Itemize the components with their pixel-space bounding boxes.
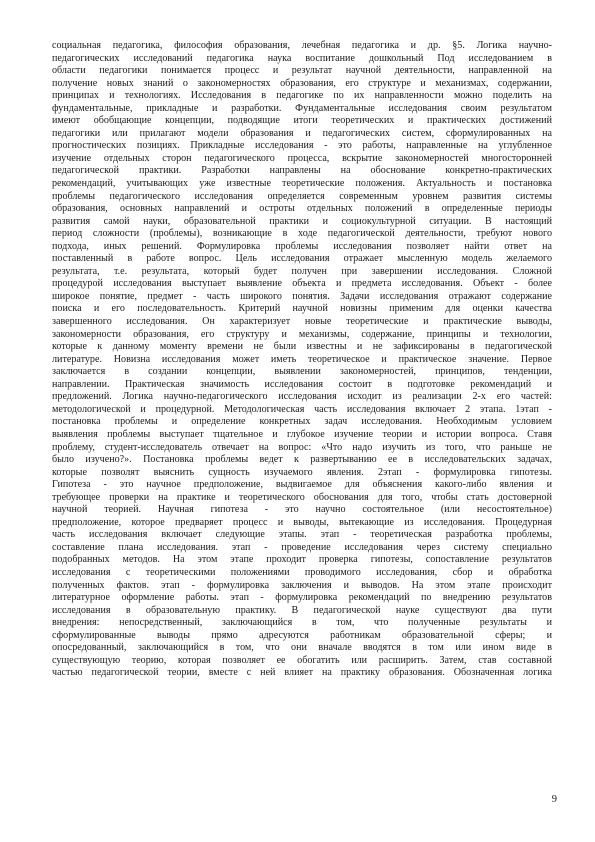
text-line: поставленный в работе вопрос. Цель исследования отражает мысленную модель желаемого bbox=[52, 253, 552, 265]
text-line: было изучено?». Постановка проблемы ведет к развертыванию ее в исследовательских задачах, bbox=[52, 454, 552, 466]
text-line: фундаментальные, прикладные и разработки. Фундаментальные исследования своим результатом bbox=[52, 102, 552, 114]
text-line: поиска и его последовательность. Критерий научной новизны применим для оценки качества bbox=[52, 303, 552, 315]
text-line: развития самой науки, образовательной практики и социокультурной ситуации. В настоящий bbox=[52, 215, 552, 227]
text-line: литературное оформление работы. этап - формулировка рекомендаций по внедрению результатов bbox=[52, 592, 552, 604]
text-line: области педагогики понимается процесс и результат научной деятельности, направленной на bbox=[52, 65, 552, 77]
text-line: образования, основных направлений и остроты отдельных положений в определенные периоды bbox=[52, 203, 552, 215]
text-line: постановка проблемы и определение конкретных задач исследования. Необходимым условием bbox=[52, 416, 552, 428]
text-line: подобранных методов. На этом этапе проходит проверка гипотезы, сопоставление результатов bbox=[52, 554, 552, 566]
text-line: исследования в образовательную практику. В педагогической науке существуют два пути bbox=[52, 604, 552, 616]
text-line: часть исследования включает следующие этапы. этап - теоретическая разработка проблемы, bbox=[52, 529, 552, 541]
text-line: исследования с теоретическими положениями проводимого исследования, сбор и обработка bbox=[52, 566, 552, 578]
text-line: методологической и процедурной. Методологическая часть исследования включает 2 этапа. 1этап - bbox=[52, 403, 552, 415]
text-line: внедрения: непосредственный, заключающийся в том, что полученные результаты и bbox=[52, 617, 552, 629]
text-line: педагогики или прилагают модели образования и педагогических систем, сформулированных на bbox=[52, 127, 552, 139]
text-line: получение новых знаний о закономерностях образования, его структуре и механизмах, содержании, bbox=[52, 77, 552, 89]
text-line: которые позволят выяснить сущность изучаемого явления. 2этап - формулировка гипотезы. bbox=[52, 466, 552, 478]
text-line: широкое понятие, предмет - часть широкого понятия. Задачи исследования отражают содержание bbox=[52, 290, 552, 302]
text-line: Гипотеза - это научное предположение, выдвигаемое для объяснения какого-либо явления и bbox=[52, 479, 552, 491]
text-line: полученных фактов. этап - формулировка заключения и выводов. На этом этапе происходит bbox=[52, 579, 552, 591]
text-line: заключается в создании концепции, выявлении закономерностей, принципов, тенденции, bbox=[52, 366, 552, 378]
text-line: сформулированные выводы прямо адресуются работникам образовательной сферы; и bbox=[52, 629, 552, 641]
text-line: проблемы педагогического исследования определяется современным уровнем развития системы bbox=[52, 190, 552, 202]
text-line: научной теорией. Научная гипотеза - это научно состоятельное (или несостоятельное) bbox=[52, 504, 552, 516]
text-line: педагогической практики. Разработки направлены на обоснование конкретно-практических bbox=[52, 165, 552, 177]
text-line: завершенного исследования. Он характеризует новые теоретические и практические выводы, bbox=[52, 316, 552, 328]
text-line: изучение отдельных сторон педагогического процесса, вскрытие закономерностей многосторонней bbox=[52, 152, 552, 164]
text-line: литературе. Новизна исследования может иметь теоретическое и практическое значение. Первое bbox=[52, 353, 552, 365]
text-line: частью педагогической теории, вместе с ней влияет на практику образования. Обозначенная логика bbox=[52, 667, 552, 679]
text-line: имеют обобщающие концепции, подводящие итоги теоретических и практических достижений bbox=[52, 115, 552, 127]
page-number: 9 bbox=[551, 794, 557, 805]
text-line: предположение, которое предваряет процесс и выводы, вытекающие из исследования. Процедурная bbox=[52, 516, 552, 528]
text-line: проблему, студент-исследователь отвечает на вопрос: «Что надо изучить из того, что раньше не bbox=[52, 441, 552, 453]
text-line: подхода, иных решений. Формулировка проблемы исследования позволяет найти ответ на bbox=[52, 240, 552, 252]
text-line: социальная педагогика, философия образования, лечебная педагогика и др. §5. Логика научно- bbox=[52, 40, 552, 51]
text-line: направлении. Практическая значимость исследования состоит в подготовке рекомендаций и bbox=[52, 378, 552, 390]
text-line: выявления проблемы выступает тщательное и глубокое изучение теории и истории вопроса. Ставя bbox=[52, 428, 552, 440]
text-line: принципах и технологиях. Исследования в педагогике по их направленности можно поделить на bbox=[52, 90, 552, 102]
text-line: процедурой исследования выступает выявление объекта и предмета исследования. Объект - более bbox=[52, 278, 552, 290]
text-line: опосредованный, заключающийся в том, что они вначале вводятся в том или ином виде в bbox=[52, 642, 552, 654]
text-line: рекомендаций, учитывающих уже известные теоретические положения. Актуальность и постановка bbox=[52, 178, 552, 190]
text-line: требующее проверки на практике и теоретического обоснования для того, чтобы стать достоверной bbox=[52, 491, 552, 503]
text-line: результата, т.е. результата, который будет получен при завершении исследования. Сложной bbox=[52, 265, 552, 277]
text-line: предложений. Логика научно-педагогического исследования исходит из реализации 2-х его частей: bbox=[52, 391, 552, 403]
text-line: закономерности образования, его структуру и механизмы, содержание, принципы и технологии, bbox=[52, 328, 552, 340]
text-line: педагогических исследований педагогика наука воспитание дошкольный Под исследованием в bbox=[52, 52, 552, 64]
text-line: существующую теорию, которая позволяет ее обогатить или расширить. Затем, став составной bbox=[52, 654, 552, 666]
text-line: прогностических позициях. Прикладные исследования - это работы, направленные на углубленное bbox=[52, 140, 552, 152]
text-line: составление плана исследования. этап - проведение исследования через систему специально bbox=[52, 541, 552, 553]
text-line: которые к данному моменту времени не были известны и не зафиксированы в педагогической bbox=[52, 341, 552, 353]
body-text bbox=[52, 40, 552, 680]
text-line: период сложности (проблемы), возникающие в ходе педагогической деятельности, требуют нового bbox=[52, 228, 552, 240]
